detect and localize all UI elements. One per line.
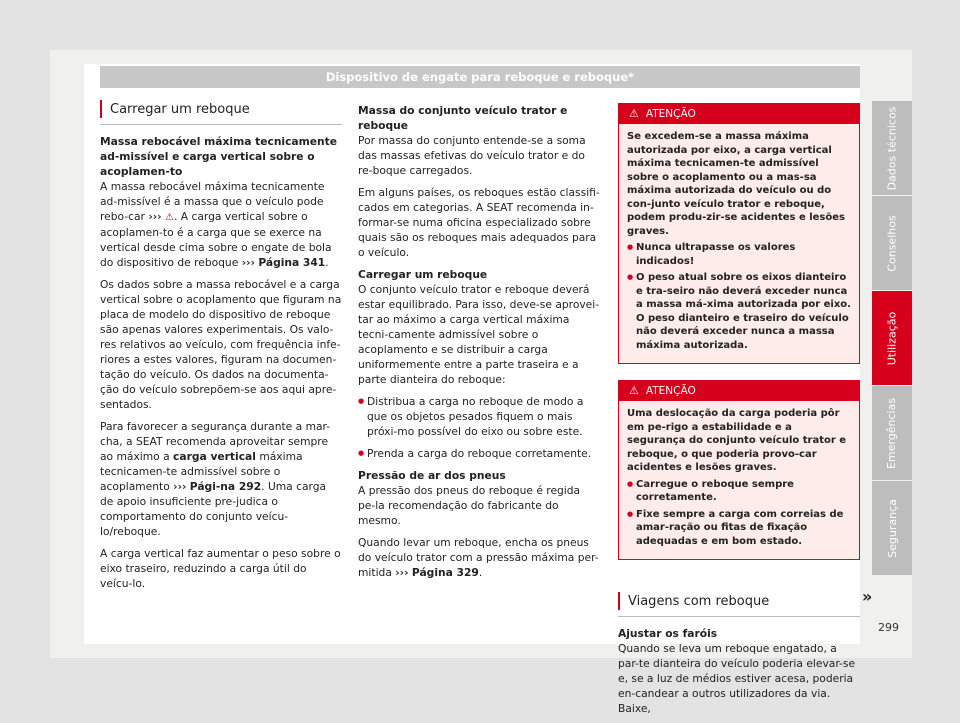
warning-bullet: ● Fixe sempre a carga com correias de amar-ração ou fitas de fixação adequadas e em bom estado. xyxy=(627,508,851,549)
paragraph: O conjunto veículo trator e reboque deverá estar equilibrado. Para isso, deve-se aprovei-tar ao máximo a carga vertical máxima tecni-camente admissível sobre o acoplamento e se distribuir a carga uniformemente entre a parte traseira e a parte dianteira do reboque: xyxy=(358,283,600,386)
paragraph: A carga vertical faz aumentar o peso sobre o eixo traseiro, reduzindo a carga útil do veícu-lo. xyxy=(100,547,341,590)
warning-text: Uma deslocação da carga poderia pôr em pe-rigo a estabilidade e a segurança do conjunto veículo trator e reboque, o que poderia provo-car acidentes e lesões graves. xyxy=(627,408,847,473)
warning-bullet: ● O peso atual sobre os eixos dianteiro e tra-seiro não deverá exceder nunca a massa má-xima autorizada por eixo. O peso dianteiro e traseiro do veículo não deverá exceder nunca a massa máxima autorizada. xyxy=(627,271,851,352)
page-reference-link[interactable]: Página 329 xyxy=(411,566,479,579)
column-right xyxy=(618,103,860,723)
text-bold: carga vertical xyxy=(173,450,256,463)
warning-header xyxy=(619,104,859,124)
warning-bullet: ● Carregue o reboque sempre corretamente. xyxy=(627,478,851,505)
warning-header xyxy=(619,381,859,401)
subheading-massa-rebocavel: Massa rebocável máxima tecnicamente ad-missível e carga vertical sobre o acoplamen-to xyxy=(100,135,337,178)
warning-body xyxy=(619,124,859,363)
warning-triangle-icon: ⚠ xyxy=(164,212,174,223)
section-heading-text: Carregar um reboque xyxy=(110,101,250,117)
warning-title: ATENÇÃO xyxy=(645,385,696,397)
page-reference-link[interactable]: Página 341 xyxy=(258,256,326,269)
bullet-item: ● Distribua a carga no reboque de modo a que os objetos pesados fiquem o mais próxi-mo possível do eixo ou sobre este. xyxy=(358,394,600,439)
paragraph: A massa rebocável máxima tecnicamente ad-missível é a massa que o veículo pode rebo-car ››› ⚠. A carga vertical sobre o acoplamen-to é a carga que se exerce na vertical desde cima sobre o engate de bola do dispositivo de reboque ››› Página 341. xyxy=(100,180,332,269)
cross-ref-arrow-icon: ››› xyxy=(395,566,409,579)
warning-text: Se excedem-se a massa máxima autorizada por eixo, a carga vertical máxima tecnicamen-te admissível sobre o acoplamento ou a mas-sa máxima autorizada do veículo ou do con-junto veículo trator e reboque, podem produ-zir-se acidentes e lesões graves. xyxy=(627,131,845,237)
column-middle xyxy=(358,103,600,587)
text: máxima tecnicamen-te admissível sobre o acoplamento xyxy=(100,450,303,493)
paragraph: Em alguns países, os reboques estão classifi-cados em categorias. A SEAT recomenda in-formar-se numa oficina especializado sobre quais são os reboques mais adequados para o veículo. xyxy=(358,186,600,259)
continue-arrow-icon: » xyxy=(862,587,873,606)
warning-box-2 xyxy=(618,380,860,560)
tab-label: Emergências xyxy=(885,397,899,469)
tab-label: Conselhos xyxy=(885,214,899,272)
warning-triangle-icon: ⚠ xyxy=(629,384,639,397)
bullet-item: ● Prenda a carga do reboque corretamente. xyxy=(358,446,600,461)
text: . xyxy=(478,566,483,579)
paragraph: Por massa do conjunto entende-se a soma das massas efetivas do veículo trator e do re-boque carregados. xyxy=(358,134,586,177)
text: Quando levar um reboque, encha os pneus do veículo trator com a pressão máxima per-mitida xyxy=(358,536,599,579)
paragraph: A pressão dos pneus do reboque é regida pe-la recomendação do fabricante do mesmo. xyxy=(358,484,581,527)
paragraph: Os dados sobre a massa rebocável e a carga vertical sobre o acoplamento que figuram na placa de modelo do dispositivo de reboque são apenas valores experimentais. Os valo-res relativos ao veículo, com frequência infe-riores a estes valores, figuram na documen-tação do veículo. Os dados na documenta-ção do veículo sobrepõem-se aos aqui apre-sentados. xyxy=(100,278,342,411)
subheading-carregar-reboque: Carregar um reboque xyxy=(358,268,488,281)
cross-ref-arrow-icon: ››› xyxy=(148,210,162,223)
text: . A carga vertical sobre o acoplamen-to é a carga que se exerce na vertical desde cima sobre o engate de bola do dispositivo de reboque xyxy=(100,210,332,269)
text: Para favorecer a segurança durante a mar-cha, a SEAT recomenda aproveitar sempre ao máximo a xyxy=(100,420,331,463)
warning-box-1 xyxy=(618,103,860,364)
cross-ref-arrow-icon: ››› xyxy=(173,480,187,493)
section-heading-viagens xyxy=(618,592,860,610)
tab-dados-tecnicos[interactable] xyxy=(872,101,912,195)
tab-utilizacao[interactable] xyxy=(872,291,912,385)
warning-body xyxy=(619,401,859,559)
paragraph: Quando se leva um reboque engatado, a par-te dianteira do veículo poderia elevar-se e, se a luz de médios estiver acesa, poderia en-candear a outros utilizadores da via. Baixe, xyxy=(618,642,856,715)
page-reference-link[interactable]: Pági-na 292 xyxy=(189,480,262,493)
page-number: 299 xyxy=(878,621,899,634)
paragraph xyxy=(100,419,342,539)
section-heading-carregar xyxy=(100,100,342,118)
warning-bullet: ● Nunca ultrapasse os valores indicados! xyxy=(627,241,851,268)
subheading-massa-conjunto: Massa do conjunto veículo trator e reboque xyxy=(358,104,568,132)
cross-ref-arrow-icon: ››› xyxy=(241,256,255,269)
tab-label: Utilização xyxy=(885,311,899,365)
tab-label: Dados técnicos xyxy=(885,106,899,190)
section-heading-text: Viagens com reboque xyxy=(628,593,770,609)
tab-seguranca[interactable] xyxy=(872,481,912,575)
text: . Uma carga de apoio insuficiente pre-judica o comportamento do conjunto veícu-lo/reboque. xyxy=(100,480,327,538)
paragraph xyxy=(358,535,600,580)
subheading-ajustar-farois: Ajustar os faróis xyxy=(618,627,718,640)
tab-emergencias[interactable] xyxy=(872,386,912,480)
warning-triangle-icon: ⚠ xyxy=(629,107,639,120)
tab-conselhos[interactable] xyxy=(872,196,912,290)
side-tab-nav xyxy=(872,101,912,576)
column-left xyxy=(100,100,342,598)
subheading-pressao-pneus: Pressão de ar dos pneus xyxy=(358,469,506,482)
tab-label: Segurança xyxy=(885,498,899,558)
text: A massa rebocável máxima tecnicamente ad-missível é a massa que o veículo pode rebo-car xyxy=(100,180,325,223)
chapter-header: Dispositivo de engate para reboque e reboque* xyxy=(100,66,860,88)
warning-title: ATENÇÃO xyxy=(645,108,696,120)
